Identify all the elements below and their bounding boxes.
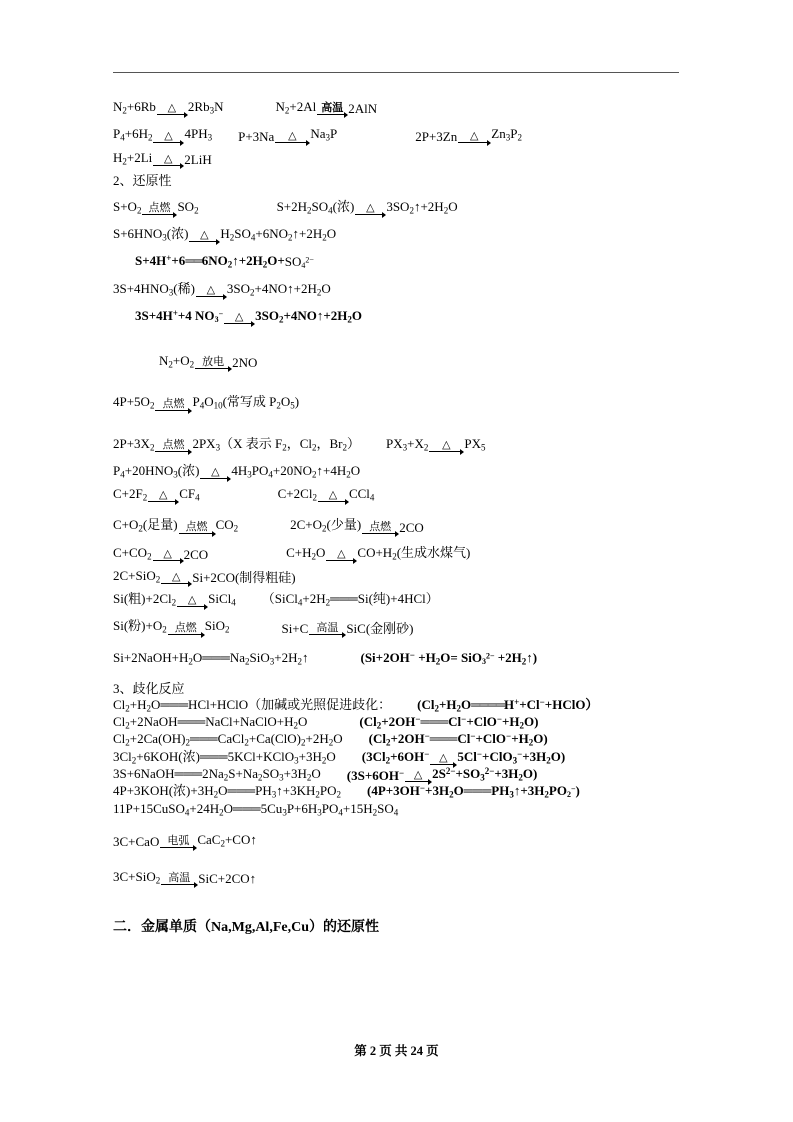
- arrow-bar: [224, 323, 254, 324]
- arrow-condition: △: [164, 129, 173, 142]
- equation-right: $4PH_3$: [184, 126, 213, 143]
- arrow-condition: 点燃: [162, 397, 185, 410]
- equation-ionic: $S+4H^++6══6NO_2↑+2H_2O+$: [135, 253, 285, 270]
- ionic-equation-line: [113, 309, 693, 324]
- equation-molecular: $Cl_2+2NaOH═══NaCl+NaClO+H_2O$: [113, 714, 308, 731]
- equation-right: $Zn_3P_2$: [491, 126, 522, 143]
- reaction-arrow: [142, 203, 176, 215]
- equation-right: $3SO_2+4NO↑+2H_2O$: [226, 280, 331, 297]
- equation-line: [113, 546, 693, 561]
- equation-right: Si+2CO(制得粗硅): [192, 570, 296, 586]
- reaction-arrow: [430, 753, 456, 765]
- arrow-bar: [362, 533, 398, 534]
- reaction-arrow: [362, 522, 398, 534]
- equation-line: [113, 200, 693, 215]
- equation-line: [113, 592, 693, 607]
- arrow-condition: 点燃: [174, 621, 197, 634]
- reaction-arrow: [153, 131, 183, 143]
- reaction-arrow: [161, 873, 197, 885]
- arrow-bar: [326, 560, 356, 561]
- reaction-arrow: [355, 203, 385, 215]
- equation-ion-sulfate: $SO_4^{2-}$: [284, 253, 314, 270]
- arrow-condition: △: [167, 102, 177, 115]
- reaction-arrow: [153, 549, 183, 561]
- spacer: [113, 272, 693, 282]
- spacer: [113, 217, 693, 227]
- equation-molecular: $Si+2NaOH+H_2O═══Na_2SiO_3+2H_2↑$: [113, 649, 309, 666]
- arrow-condition: △: [211, 466, 220, 479]
- equation-ionic: $(Cl_2+2OH^-═══Cl^-+ClO^-+H_2O)$: [368, 731, 548, 748]
- arrow-bar: [309, 634, 345, 635]
- reaction-arrow: [155, 440, 191, 452]
- equation-left: 2P+3Zn: [415, 128, 458, 144]
- spacer: [113, 819, 693, 833]
- equation-line: [113, 227, 693, 242]
- equation-right: SiC+2CO↑: [198, 871, 257, 887]
- arrow-bar: [161, 884, 197, 885]
- equation-line: [113, 802, 693, 817]
- equation-line: [113, 767, 693, 782]
- arrow-condition: 放电: [202, 356, 225, 369]
- reaction-arrow: [275, 131, 309, 143]
- arrow-condition: 高温: [168, 872, 191, 885]
- reaction-arrow: [224, 312, 254, 324]
- arrow-bar: [318, 501, 348, 502]
- spacer: [113, 850, 693, 864]
- equation-right: $P_4O_{10}$(常写成 $P_2O_5$): [192, 394, 300, 411]
- equation-left: $2P+3X_2$: [113, 435, 155, 452]
- arrow-bar: [200, 478, 230, 479]
- equation-left: Si(粗)$+2Cl_2$: [113, 591, 177, 608]
- equation-line: [113, 354, 693, 369]
- equation-left: $S+6HNO_3$(浓): [113, 226, 189, 243]
- equation-left: $C+H_2O$: [286, 544, 326, 561]
- equation-left: $P_4+6H_2$: [113, 126, 153, 143]
- equation-line: [113, 518, 693, 533]
- equation-molecular: $Cl_2+2Ca(OH)_2═══CaCl_2+Ca(ClO)_2+2H_2O$: [113, 731, 343, 748]
- arrow-condition: △: [439, 752, 448, 765]
- reaction-arrow: [155, 399, 191, 411]
- reaction-arrow: [168, 623, 204, 635]
- equation-left: $4P+5O_2$: [113, 394, 155, 411]
- equation-right: $SO_2$: [177, 198, 199, 215]
- arrow-bar: [430, 764, 456, 765]
- spacer: [113, 668, 693, 682]
- equation-right: 2LiH: [184, 151, 212, 167]
- equation-line: [113, 732, 693, 747]
- equation-molecular: 4P+3KOH(浓)$+3H_2O═══PH_3↑+3KH_2PO_2$: [113, 783, 341, 800]
- arrow-bar: [160, 847, 196, 848]
- reaction-arrow: [309, 623, 345, 635]
- arrow-condition: △: [206, 283, 216, 296]
- equation-right: SiCl$_4$: [208, 591, 236, 608]
- equation-right: $2Rb_3N$: [187, 99, 224, 116]
- arrow-condition: △: [159, 489, 168, 502]
- reaction-arrow: [161, 572, 191, 584]
- arrow-bar: [155, 410, 191, 411]
- equation-right: 2NO: [232, 355, 258, 371]
- subsection-heading: 2、还原性: [113, 172, 172, 188]
- equation-right: $CO+H_2$(生成水煤气): [357, 544, 471, 561]
- arrow-condition: △: [470, 129, 479, 142]
- equation-right: $3SO_2↑+2H_2O$: [386, 198, 458, 215]
- reaction-arrow: [200, 467, 230, 479]
- equation-right: $2PX_3(X$ 表示 $F_2$，$Cl_2$，$Br_2$）: [192, 435, 361, 452]
- arrow-condition: △: [163, 547, 172, 560]
- equation-line: [113, 833, 693, 848]
- spacer: [113, 371, 693, 385]
- page-footer: 第 2 页 共 24 页: [354, 1044, 439, 1058]
- arrow-condition: 点燃: [369, 520, 392, 533]
- arrow-bar: [355, 214, 385, 215]
- equation-right: 2CO: [183, 546, 209, 562]
- reaction-arrow: [157, 103, 187, 115]
- equation-left: $N_2+6Rb$: [113, 99, 156, 116]
- arrow-condition: △: [172, 571, 181, 584]
- equation-right: 2CO: [399, 519, 424, 535]
- equation-right: 2AlN: [348, 101, 378, 117]
- spacer: [113, 340, 693, 354]
- equation-ionic-left: ($3Cl_2+6OH^-$: [361, 748, 430, 766]
- spacer: [113, 413, 693, 427]
- reaction-arrow: [318, 490, 348, 502]
- equation-line: [113, 870, 693, 885]
- equation-left: $H_2+2Li$: [113, 149, 153, 166]
- equation-line: [113, 619, 693, 634]
- equation-right: $PX_5$: [464, 435, 486, 452]
- equation-ionic: ($Si+2OH^- +H_2O= SiO_3^{2-}$ $+2H_2↑$): [360, 649, 538, 666]
- arrow-bar: [195, 368, 231, 369]
- equation-line: [113, 100, 693, 115]
- arrow-condition: △: [200, 229, 209, 242]
- arrow-bar: [458, 142, 490, 143]
- equation-ionic: $(4P+3OH^-+3H_2O═══PH_3↑+3H_2PO_2^-)$: [366, 783, 580, 800]
- arrow-condition: △: [413, 769, 423, 782]
- equation-left: P+3Na: [238, 128, 275, 144]
- reaction-arrow: [189, 230, 219, 242]
- spacer: [113, 901, 693, 915]
- equation-molecular: $11P+15CuSO_4+24H_2O═══5Cu_3P+6H_3PO_4+15H_2SO_4$: [113, 800, 399, 817]
- arrow-bar: [179, 533, 215, 534]
- equation-left: Si(粉)$+O_2$: [113, 618, 167, 635]
- arrow-bar: [168, 634, 204, 635]
- equation-ionic: $(Cl_2+2OH^-═══Cl^-+ClO^-+H_2O)$: [359, 714, 539, 731]
- arrow-condition: 点燃: [185, 520, 208, 533]
- arrow-bar: [142, 214, 176, 215]
- equation-molecular: $Cl_2+H_2O═══HCl+HClO$（加碱或光照促进歧化：: [113, 696, 392, 714]
- equation-left: $S+2H_2SO_4$(浓): [276, 198, 355, 215]
- arrow-bar: [148, 501, 178, 502]
- arrow-condition: △: [366, 202, 375, 214]
- equation-right: SiO$_2$: [204, 618, 230, 635]
- equation-right: CaC$_2$+CO↑: [197, 831, 257, 849]
- arrow-bar: [153, 560, 183, 561]
- reaction-arrow: [153, 154, 183, 166]
- reaction-arrow: [195, 357, 231, 369]
- arrow-condition: 点燃: [148, 202, 171, 214]
- equation-ionic-left: 3S+4H++4 $NO_3^-$: [135, 308, 224, 325]
- equation-left: 3C+SiO$_2$: [113, 869, 161, 886]
- ionic-equation-line: [113, 254, 693, 269]
- equation-left: $N_2+O_2$: [159, 353, 195, 370]
- arrow-condition: 点燃: [162, 438, 185, 451]
- arrow-bar: [177, 606, 207, 607]
- reaction-arrow: [317, 103, 347, 115]
- equation-line: [113, 395, 693, 410]
- reaction-arrow: [458, 131, 490, 143]
- equation-note: （$SiCl_4+2H_2═══Si$(纯)+4HCl）: [261, 591, 439, 608]
- equation-molecular: $3Cl_2+6KOH$(浓)$═══5KCl+KClO_3+3H_2O$: [113, 748, 336, 766]
- arrow-bar: [317, 114, 347, 115]
- equation-left: $2C+O_2$(少量): [290, 517, 362, 534]
- equation-right: CCl$_4$: [348, 486, 375, 503]
- equation-ionic-right: $2S^{2-}+SO_3^{2-}+3H_2O$): [432, 766, 538, 783]
- spacer: [113, 504, 693, 518]
- equation-right: $CO_2$: [215, 517, 239, 534]
- equation-right: $H_2SO_4+6NO_2↑+2H_2O$: [220, 226, 337, 243]
- reaction-arrow: [326, 549, 356, 561]
- arrow-condition: △: [442, 438, 451, 451]
- arrow-condition: △: [328, 489, 338, 502]
- equation-line: [113, 487, 693, 502]
- equation-right: $4H_3PO_4+20NO_2↑+4H_2O$: [231, 462, 361, 480]
- reaction-arrow: [177, 595, 207, 607]
- arrow-condition: 电弧: [167, 835, 190, 848]
- equation-line: [113, 651, 693, 666]
- equation-line: [113, 569, 693, 584]
- arrow-condition: 高温: [316, 621, 339, 634]
- reaction-arrow: [405, 770, 431, 782]
- spacer: [113, 887, 693, 901]
- reaction-arrow: [148, 490, 178, 502]
- equation-right: $CF_4$: [179, 486, 200, 503]
- reaction-arrow: [160, 836, 196, 848]
- equation-right: SiC(金刚砂): [346, 620, 414, 636]
- arrow-bar: [153, 142, 183, 143]
- arrow-bar: [155, 451, 191, 452]
- arrow-bar: [196, 296, 226, 297]
- equation-left: 2C+SiO$_2$: [113, 567, 161, 585]
- arrow-condition: 高温: [321, 102, 344, 115]
- equation-molecular: $3S+6NaOH═══2Na_2S+Na_2SO_3+3H_2O$: [113, 766, 321, 783]
- equation-line: [113, 151, 693, 166]
- equation-line: [113, 784, 693, 799]
- equation-left: 3C+CaO: [113, 834, 160, 850]
- reaction-arrow: [179, 522, 215, 534]
- equation-line: [113, 698, 693, 713]
- equation-left: $N_2+2Al$: [275, 99, 317, 116]
- equation-line: [113, 464, 693, 479]
- spacer: [113, 637, 693, 651]
- reaction-arrow: [196, 285, 226, 297]
- equation-left: $C+2F_2$: [113, 486, 148, 503]
- arrow-bar: [153, 165, 183, 166]
- arrow-condition: △: [288, 129, 297, 142]
- equation-line: [113, 437, 693, 452]
- equation-ionic-right: $3SO_2+4NO↑+2H_2O$: [255, 307, 363, 325]
- equation-left: $C+O_2$(足量): [113, 517, 178, 534]
- spacer: [113, 609, 693, 619]
- arrow-bar: [189, 241, 219, 242]
- equation-left: $C+CO_2$: [113, 544, 152, 561]
- equation-left: $P_4+20HNO_3$(浓): [113, 462, 200, 480]
- equation-left: $S+O_2$: [113, 198, 142, 215]
- reaction-arrow: [429, 440, 463, 452]
- equation-right: $Na_3P$: [310, 126, 338, 143]
- arrow-bar: [157, 114, 187, 115]
- arrow-condition: △: [187, 594, 197, 607]
- equation-ionic: $(Cl_2+H_2O════H^++Cl^-+HClO)$: [417, 696, 599, 714]
- equation-left: $PX_3+X_2$: [386, 435, 429, 452]
- equation-ionic-left: (3S+6OH−: [346, 768, 405, 784]
- arrow-condition: △: [337, 547, 346, 560]
- document-body: [113, 100, 693, 937]
- equation-line: [113, 715, 693, 730]
- spacer: [113, 454, 693, 464]
- equation-left: Si+C: [281, 620, 309, 636]
- section-heading: 二．金属单质（Na,Mg,Al,Fe,Cu）的还原性: [113, 920, 379, 936]
- arrow-condition: △: [234, 311, 244, 324]
- arrow-condition: △: [164, 152, 173, 165]
- arrow-bar: [161, 583, 191, 584]
- spacer: [113, 385, 693, 395]
- equation-line: [113, 750, 693, 765]
- equation-line: [113, 282, 693, 297]
- header-divider: [113, 72, 679, 73]
- arrow-bar: [275, 142, 309, 143]
- spacer: [113, 326, 693, 340]
- equation-left: $C+2Cl_2$: [277, 486, 317, 503]
- arrow-bar: [405, 781, 431, 782]
- equation-ionic-right: $5Cl^-+ClO_3^-+3H_2O$): [457, 748, 566, 766]
- subsection-heading: 3、歧化反应: [113, 680, 185, 696]
- equation-line: [113, 127, 693, 142]
- equation-left: $3S+4HNO_3$(稀): [113, 280, 195, 297]
- arrow-bar: [429, 451, 463, 452]
